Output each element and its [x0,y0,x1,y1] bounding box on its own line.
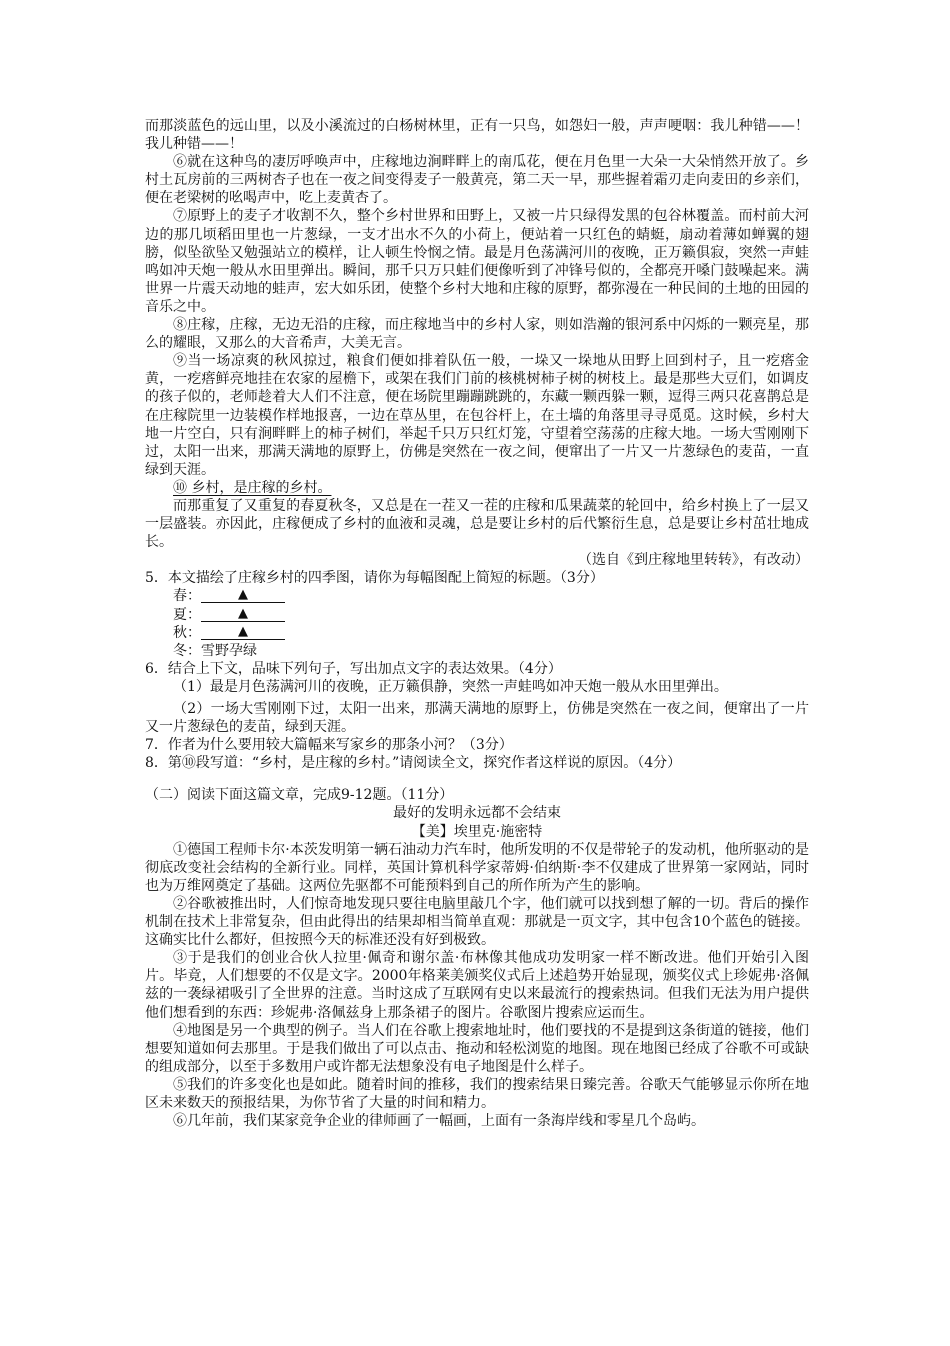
answer-winter: 雪野孕绿 [201,642,257,659]
season-row-spring: 春： ▲ [173,587,809,605]
answer-blank-autumn[interactable]: ▲ [201,624,285,640]
article1-paragraph-7: ⑦原野上的麦子才收割不久，整个乡村世界和田野上，又被一片只绿得发黑的包谷林覆盖。而村前大河边的那几顷稻田里也一片葱绿，一支才出水不久的小荷上，便站着一只红色的蜻蜓，扇动着薄如蝉翼的翅膀，似坠欲坠又勉强站立的模样，让人顿生怜悯之情。最是月色荡满河川的夜晚，正万籁俱寂，突然一声蛙鸣如冲天炮一般从水田里弹出。瞬间，那千只万只蛙们便像听到了冲锋号似的，全都亮开嗓门鼓噪起来。满世界一片震天动地的蛙声，宏大如乐团，使整个乡村大地和庄稼的原野，都弥漫在一种民间的土地的田园的音乐之中。 [145,208,809,315]
season-row-summer: 夏： ▲ [173,606,809,624]
season-titles [145,587,809,659]
season-row-winter: 冬：雪野孕绿 [173,642,257,659]
question-8: 8．第⑩段写道：“乡村，是庄稼的乡村。”请阅读全文，探究作者这样说的原因。（4分） [145,755,682,772]
article1-paragraph-10 [145,479,809,497]
article1-paragraph-9: ⑨当一场凉爽的秋风掠过，粮食们便如排着队伍一般，一垛又一垛地从田野上回到村子，且一疙瘩金黄，一疙瘩鲜亮地挂在农家的屋檐下，或架在我们门前的核桃树柿子树的树枝上。最是那些大豆们，如调皮的孩子似的，老师趁着大人们不注意，便在场院里蹦蹦跳跳的，东藏一颗西躲一颗，逗得三两只花喜鹊总是在庄稼院里一边装模作样地报喜，一边在草丛里，在包谷杆上，在土墙的角落里寻寻觅觅。这时候，乡村大地一片空白，只有涧畔畔上的柿子树们，举起千只万只红灯笼，守望着空荡荡的庄稼大地。一场大雪刚刚下过，太阳一出来，那满天满地的原野上，仿佛是突然在一夜之间，便窜出了一片又一片葱绿色的麦苗，一直绿到天涯。 [145,353,809,478]
question-7: 7．作者为什么要用较大篇幅来写家乡的那条小河？（3分） [145,737,513,754]
article1-paragraph-6: ⑥就在这种鸟的凄厉呼唤声中，庄稼地边涧畔畔上的南瓜花，便在月色里一大朵一大朵悄然开放了。乡村土瓦房前的三两树杏子也在一夜之间变得麦子一般黄亮，第二天一早，那些握着霜刃走向麦田的乡亲们，便在老梁树的吆喝声中，吃上麦黄杏了。 [145,154,809,207]
article2-paragraph-6: ⑥几年前，我们某家竞争企业的律师画了一幅画，上面有一条海岸线和零星几个岛屿。 [173,1113,705,1130]
article1-paragraph-11: 而那重复了又重复的春夏秋冬，又总是在一茬又一茬的庄稼和瓜果蔬菜的轮回中，给乡村换上了一层又一层盛装。亦因此，庄稼便成了乡村的血液和灵魂，总是要让乡村的后代繁衍生息，总是要让乡村茁壮地成长。 [145,497,809,551]
article2-paragraph-2: ②谷歌被推出时，人们惊奇地发现只要往电脑里敲几个字，他们就可以找到想了解的一切。背后的操作机制在技术上非常复杂，但由此得出的结果却相当简单直观：那就是一页文字，其中包含10个蓝色的链接。这确实比什么都好，但按照今天的标准还没有好到极致。 [145,895,809,949]
section-gap [145,772,809,786]
article1-paragraph-5-tail: 而那淡蓝色的远山里，以及小溪流过的白杨树林里，正有一只鸟，如怨妇一般，声声哽咽：我儿种错——！我儿种错——！ [145,118,809,153]
article1-paragraph-8: ⑧庄稼，庄稼，无边无沿的庄稼，而庄稼地当中的乡村人家，则如浩瀚的银河系中闪烁的一颗亮星，那么的耀眼，又那么的大音希声，大美无言。 [145,317,809,352]
article2-paragraph-5: ⑤我们的许多变化也是如此。随着时间的推移，我们的搜索结果日臻完善。谷歌天气能够显示你所在地区未来数天的预报结果，为你节省了大量的时间和精力。 [145,1076,809,1111]
answer-blank-spring[interactable]: ▲ [201,587,285,603]
article-2-author: 【美】埃里克·施密特 [411,823,543,840]
article2-paragraph-3: ③于是我们的创业合伙人拉里·佩奇和谢尔盖·布林像其他成功发明家一样不断改进。他们开始引入图片。毕竟，人们想要的不仅是文字。2000年格莱美颁奖仪式后上述趋势开始显现，颁奖仪式上珍妮弗·洛佩兹的一袭绿裙吸引了全世界的注意。当时这成了互联网有史以来最流行的搜索热词。但我们无法为用户提供他们想看到的东西：珍妮弗·洛佩兹身上那条裙子的图片。谷歌图片搜索应运而生。 [145,950,809,1021]
paragraph-10-underlined: ⑩ 乡村，是庄稼的乡村。 [173,479,332,496]
text-column [145,117,809,1130]
article2-paragraph-4: ④地图是另一个典型的例子。当人们在谷歌上搜索地址时，他们要找的不是提到这条街道的链接，他们想要知道如何去那里。于是我们做出了可以点击、拖动和轻松浏览的地图。现在地图已经成了谷歌不可或缺的组成部分，以至于多数用户或许都无法想象没有电子地图是什么样子。 [145,1022,809,1075]
question-6-sentence-1: （1）最是月色荡满河川的夜晚，正万籁俱静，突然一声蛙鸣如冲天炮一般从水田里弹出。 [173,678,728,695]
article2-paragraph-1: ①德国工程师卡尔·本茨发明第一辆石油动力汽车时，他所发明的不仅是带轮子的发动机，他所驱动的是彻底改变社会结构的全新行业。同样，英国计算机科学家蒂姆·伯纳斯·李不仅建成了世界第一家网站，同时也为万维网奠定了基础。这两位先驱都不可能预料到自己的所作所为产生的影响。 [145,841,809,894]
question-5: 5．本文描绘了庄稼乡村的四季图，请你为每幅图配上简短的标题。（3分） [145,570,604,587]
answer-blank-summer[interactable]: ▲ [201,606,285,622]
article1-source: （选自《到庄稼地里转转》，有改动） [578,552,809,569]
question-6-sentence-2: （2）一场大雪刚刚下过，太阳一出来，那满天满地的原野上，仿佛是突然在一夜之间，便窜出了一片又一片葱绿色的麦苗，绿到天涯。 [145,701,809,736]
article-2-title: 最好的发明永远都不会结束 [393,805,561,822]
season-row-autumn: 秋： ▲ [173,624,809,642]
question-6: 6．结合上下文，品味下列句子，写出加点文字的表达效果。（4分） [145,660,562,677]
section-2-intro: （二）阅读下面这篇文章，完成9-12题。（11分） [145,787,454,804]
